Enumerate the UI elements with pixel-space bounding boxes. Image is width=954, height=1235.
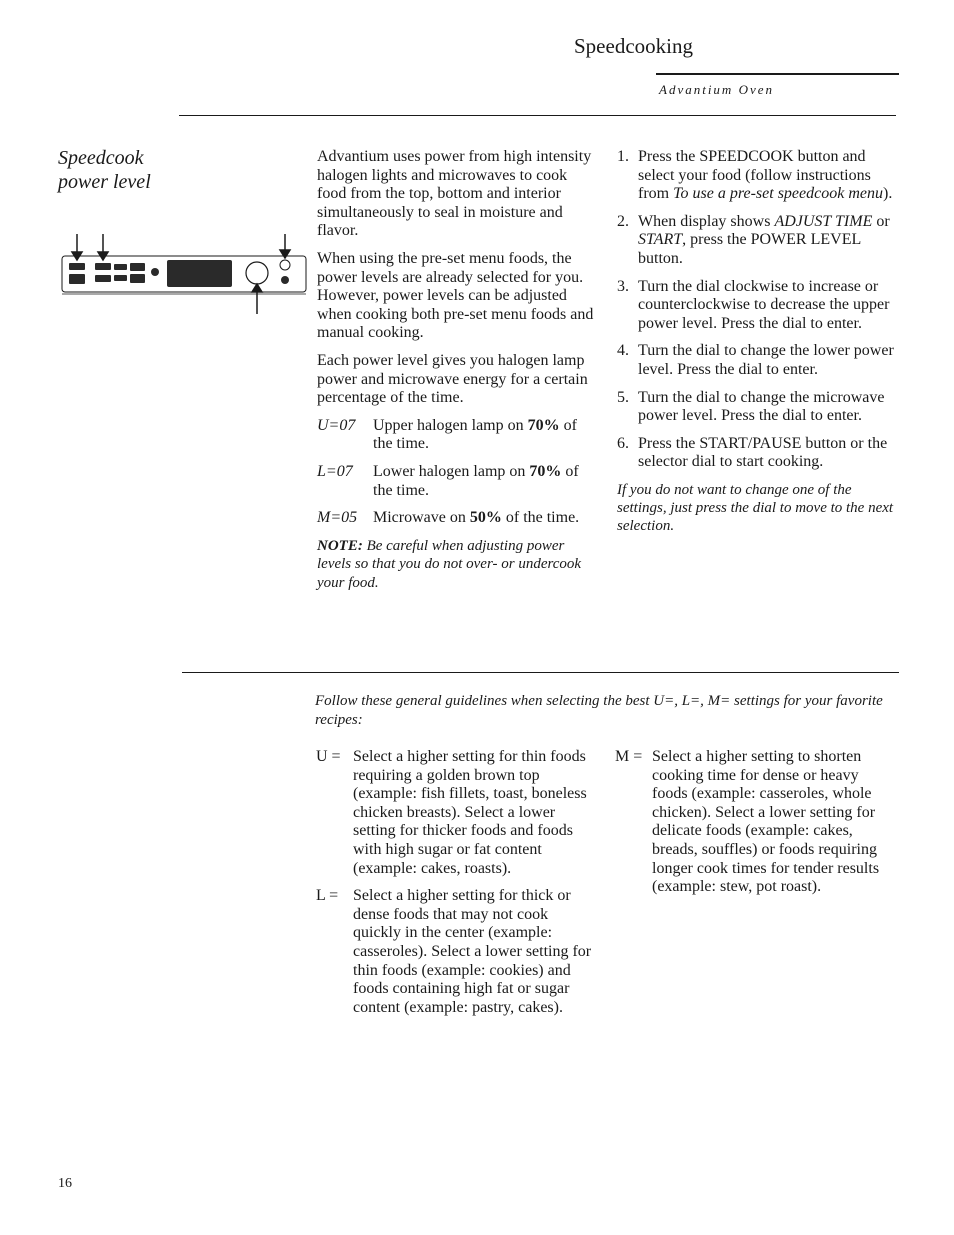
step-text-c: , press the POWER LEVEL button. — [638, 231, 861, 267]
level-row-upper — [317, 417, 597, 454]
guideline-key: U = — [316, 748, 341, 765]
intro-paragraph-1: Advantium uses power from high intensity halogen lights and microwaves to cook food from the top, bottom and interior simultaneously to seal in moisture and flavor. — [317, 148, 592, 240]
middle-divider — [182, 672, 899, 673]
level-desc — [373, 417, 597, 454]
step-text: Press the START/PAUSE button or the selector dial to start cooking. — [638, 434, 888, 471]
step-number: 3. — [617, 277, 629, 295]
control-panel-illustration — [60, 232, 310, 320]
level-term: U=07 — [317, 416, 356, 434]
step-item — [617, 213, 899, 269]
level-row-microwave — [317, 509, 597, 528]
step-number: 5. — [617, 388, 629, 406]
guidelines-right-column — [615, 748, 897, 906]
step-text: Turn the dial to change the microwave power level. Press the dial to enter. — [638, 388, 885, 425]
level-desc — [373, 509, 597, 528]
level-desc-pre: Upper halogen lamp on — [373, 416, 528, 434]
step-text-italic: ADJUST TIME — [774, 212, 873, 230]
guideline-key: L = — [316, 887, 339, 905]
note — [317, 537, 597, 593]
note-label: NOTE: — [317, 537, 363, 554]
section-title-line-1: Speedcook — [58, 147, 144, 169]
level-percent: 70% — [527, 416, 560, 434]
step-text-italic: To use a pre-set speedcook menu — [673, 185, 883, 203]
page-header-title: Speedcooking — [574, 34, 693, 58]
step-item — [617, 278, 899, 334]
level-desc — [373, 463, 597, 500]
step-text-b: or — [872, 212, 890, 230]
step-number: 4. — [617, 342, 629, 360]
step-text-a: When display shows — [638, 212, 775, 230]
guidelines-intro: Follow these general guidelines when selecting the best U=, L=, M= settings for your favorite recipes: — [315, 693, 883, 728]
guideline-microwave — [615, 748, 897, 897]
step-item — [617, 435, 899, 472]
step-text-b: ). — [883, 185, 893, 203]
section-title-line-2: power level — [58, 171, 151, 193]
guideline-text: Select a higher setting for thick or dense foods that may not cook quickly in the center (example: casseroles). Select a lower setting for thin foods (example: cookies) and foods containing high fat or sugar content (example: pastry, cakes). — [353, 887, 592, 1016]
step-text-a: Press the SPEEDCOOK button and select your food (follow instructions from — [638, 148, 871, 203]
level-term: L=07 — [317, 462, 353, 480]
guidelines-left-column — [316, 748, 598, 1026]
level-term: M=05 — [317, 509, 358, 527]
step-item — [617, 342, 899, 379]
page-header-subtitle: Advantium Oven — [659, 82, 775, 97]
step-item — [617, 389, 899, 426]
guideline-key: M = — [615, 748, 643, 765]
step-text: Turn the dial clockwise to increase or counterclockwise to decrease the upper power level. Press the dial to enter. — [638, 277, 890, 332]
guideline-upper — [316, 748, 598, 878]
step-text — [638, 148, 899, 204]
steps-column — [617, 148, 899, 535]
level-percent: 50% — [469, 509, 502, 527]
note-text: Be careful when adjusting power levels so that you do not over- or undercook your food. — [317, 537, 582, 591]
header-rule — [656, 73, 899, 75]
step-number: 1. — [617, 148, 629, 165]
page-number: 16 — [58, 1176, 72, 1191]
guideline-text: Select a higher setting to shorten cooking time for dense or heavy foods (example: casseroles, whole chicken). Select a lower setting for delicate foods (example: cakes, breads, souffles) or foods requiring longer cook times for tender results (example: stew, pot roast). — [652, 748, 880, 896]
top-divider — [179, 115, 896, 116]
step-number: 6. — [617, 434, 629, 452]
steps-footnote: If you do not want to change one of the settings, just press the dial to move to the next selection. — [617, 481, 894, 534]
level-desc-post: of the time. — [501, 509, 580, 527]
intro-column — [317, 148, 597, 601]
level-desc-post: of the time. — [373, 416, 577, 453]
step-text — [638, 213, 899, 269]
step-number: 2. — [617, 212, 629, 230]
section-title — [58, 146, 218, 194]
control-panel-svg — [60, 232, 310, 316]
level-desc-pre: Microwave on — [373, 509, 470, 527]
step-item — [617, 148, 899, 204]
guideline-lower — [316, 887, 598, 1017]
intro-paragraph-3: Each power level gives you halogen lamp power and microwave energy for a certain percentage of the time. — [317, 351, 588, 407]
intro-paragraph-2: When using the pre-set menu foods, the power levels are already selected for you. However, power levels can be adjusted when cooking both pre-set menu foods and manual cooking. — [317, 249, 594, 342]
level-desc-post: of the time. — [373, 462, 579, 499]
level-row-lower — [317, 463, 597, 500]
step-text: Turn the dial to change the lower power level. Press the dial to enter. — [638, 342, 894, 378]
level-percent: 70% — [529, 462, 562, 480]
guideline-text: Select a higher setting for thin foods requiring a golden brown top (example: fish fillets, toast, boneless chicken breasts). Select a lower setting for thicker foods and foods with high sugar or fat content (example: cakes, roasts). — [353, 748, 587, 877]
steps-list — [617, 148, 899, 472]
level-desc-pre: Lower halogen lamp on — [373, 462, 530, 480]
step-text-italic-2: START — [638, 231, 683, 249]
